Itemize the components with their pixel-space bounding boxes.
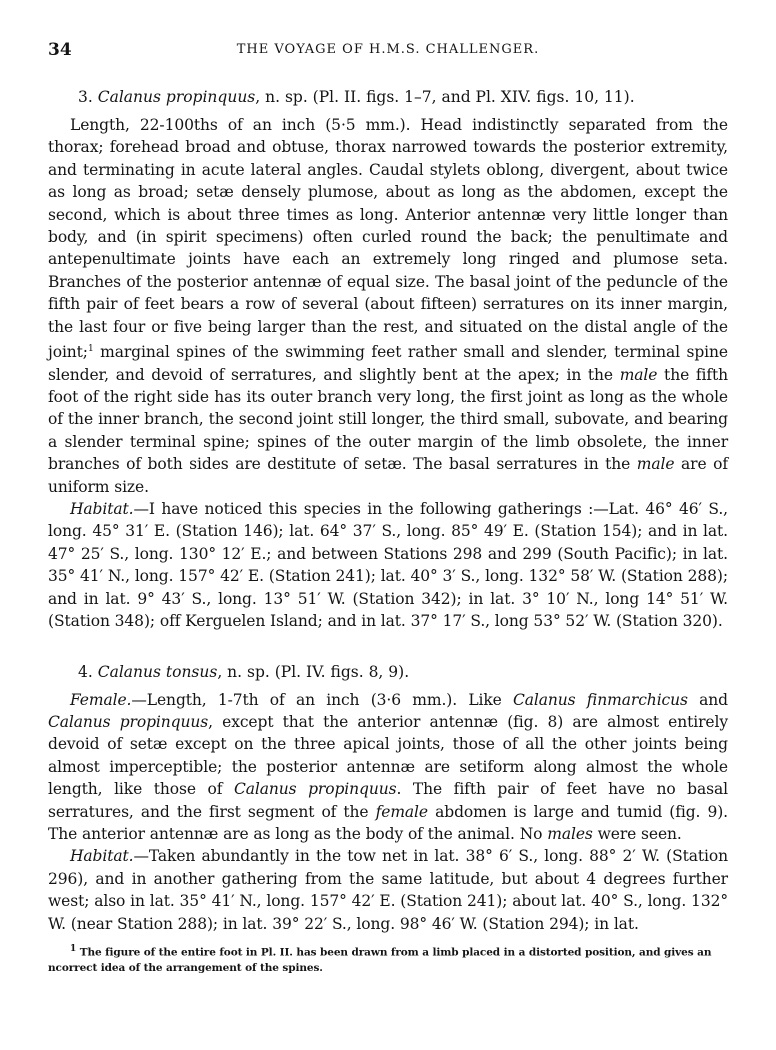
description-text: Length, 22-100ths of an inch (5·5 mm.). Head indistinctly separated from the thorax; forehead broad and obtuse, thorax narrowed towards the posterior extremity, and terminating in acute lateral angles. Caudal stylets oblong, divergent, about twice as long as broad; setæ densely plumose, about as long as the abdomen, except the second, which is about three times as long. Anterior antennæ very little longer than body, and (in spirit specimens) often curled round the back; the penultimate and antepenultimate joints have each an extremely long ringed and plumose seta. Branches of the posterior antennæ of equal size. The basal joint of the peduncle of the fifth pair of feet bears a row of several (about fifteen) serratures on its inner margin, the last four or five being larger than the rest, and situated on the distal angle of the joint;	[48, 116, 728, 362]
page-number: 34	[48, 40, 72, 60]
description-text: —Length, 1-7th of an inch (3·6 mm.). Like	[131, 690, 514, 709]
description-text: are of uniform size.	[48, 455, 728, 496]
description-text: abdomen is large and tumid (fig. 9). The anterior antennæ are as long as the body of the animal. No	[48, 802, 728, 843]
italic-term: male	[636, 455, 675, 474]
running-head: THE VOYAGE OF H.M.S. CHALLENGER.	[236, 42, 540, 57]
footnote-reference: 1	[87, 344, 94, 355]
female-description-paragraph	[48, 689, 728, 846]
habitat-text: —I have noticed this species in the following gatherings :—Lat. 46° 46′ S., long. 45° 31′ E. (Station 146); lat. 64° 37′ S., long. 85° 49′ E. (Station 154); and in lat. 47° 25′ S., long. 130° 12′ E.; and between Stations 298 and 299 (South Pacific); in lat. 35° 41′ N., long. 157° 42′ E. (Station 241); lat. 40° 3′ S., long. 132° 58′ W. (Station 288); and in lat. 9° 43′ S., long. 13° 51′ W. (Station 342); in lat. 3° 10′ N., long 14° 51′ W. (Station 348); off Kerguelen Island; and in lat. 37° 17′ S., long 53° 52′ W. (Station 320).	[48, 500, 728, 631]
description-paragraph	[48, 114, 728, 498]
species-name: tonsus	[165, 662, 218, 681]
footnote-marker: 1	[70, 943, 77, 954]
habitat-text: —Taken abundantly in the tow net in lat. 38° 6′ S., long. 88° 2′ W. (Station 296), and in another gathering from the same latitude, but about 4 degrees further west; also in lat. 35° 41′ N., long. 157° 42′ E. (Station 241); about lat. 40° S., long. 132° W. (near Station 288); in lat. 39° 22′ S., long. 98° 46′ W. (Station 294); in lat.	[48, 847, 728, 933]
species-reference: , n. sp. (Pl. II. figs. 1–7, and Pl. XIV. figs. 10, 11).	[255, 88, 635, 106]
habitat-paragraph	[48, 845, 728, 935]
footnote	[48, 941, 728, 977]
page	[48, 40, 728, 976]
female-label: Female.	[70, 690, 132, 709]
description-text: , except that the anterior antennæ (fig. 8) are almost entirely devoid of setæ except on the three apical joints, those of all the other joints being almost imperceptible; the posterior antennæ are setiform along almost the whole length, like those of	[48, 712, 728, 799]
italic-term: female	[375, 802, 428, 821]
description-text: were seen.	[592, 824, 682, 843]
italic-term: Calanus propinquus	[233, 780, 397, 799]
species-heading-calanus-propinquus	[48, 86, 728, 108]
description-text: the fifth foot of the right side has its outer branch very long, the first joint as long as the whole of the inner branch, the second joint still longer, the third small, subovate, and bearing a slender terminal spine; spines of the outer margin of the limb obsolete, the inner branches of both sides are destitute of setæ. The basal serratures in the	[48, 365, 728, 474]
species-genus: Calanus	[97, 88, 161, 106]
habitat-label: Habitat.	[70, 847, 134, 866]
species-heading-calanus-tonsus	[48, 661, 728, 683]
species-reference: , n. sp. (Pl. IV. figs. 8, 9).	[217, 662, 410, 681]
italic-term: male	[619, 365, 658, 384]
description-text: marginal spines of the swimming feet rather small and slender, terminal spine slender, and devoid of serratures, and slightly bent at the apex; in the	[48, 343, 728, 384]
species-genus: Calanus	[97, 662, 161, 681]
italic-term: Calanus propinquus	[48, 712, 209, 731]
description-text: . The fifth pair of feet have no basal serratures, and the first segment of the	[48, 780, 728, 821]
species-number: 4.	[78, 662, 93, 681]
species-number: 3.	[78, 88, 93, 106]
habitat-label: Habitat.	[70, 500, 134, 519]
italic-term: males	[547, 824, 593, 843]
footnote-text: The figure of the entire foot in Pl. II. has been drawn from a limb placed in a distorted position, and gives an ncorrect idea of the arrangement of the spines.	[48, 946, 712, 975]
page-header	[48, 40, 728, 66]
description-text: and	[687, 690, 728, 709]
habitat-paragraph	[48, 498, 728, 632]
species-name: propinquus	[165, 88, 256, 106]
italic-term: Calanus finmarchicus	[513, 690, 688, 709]
